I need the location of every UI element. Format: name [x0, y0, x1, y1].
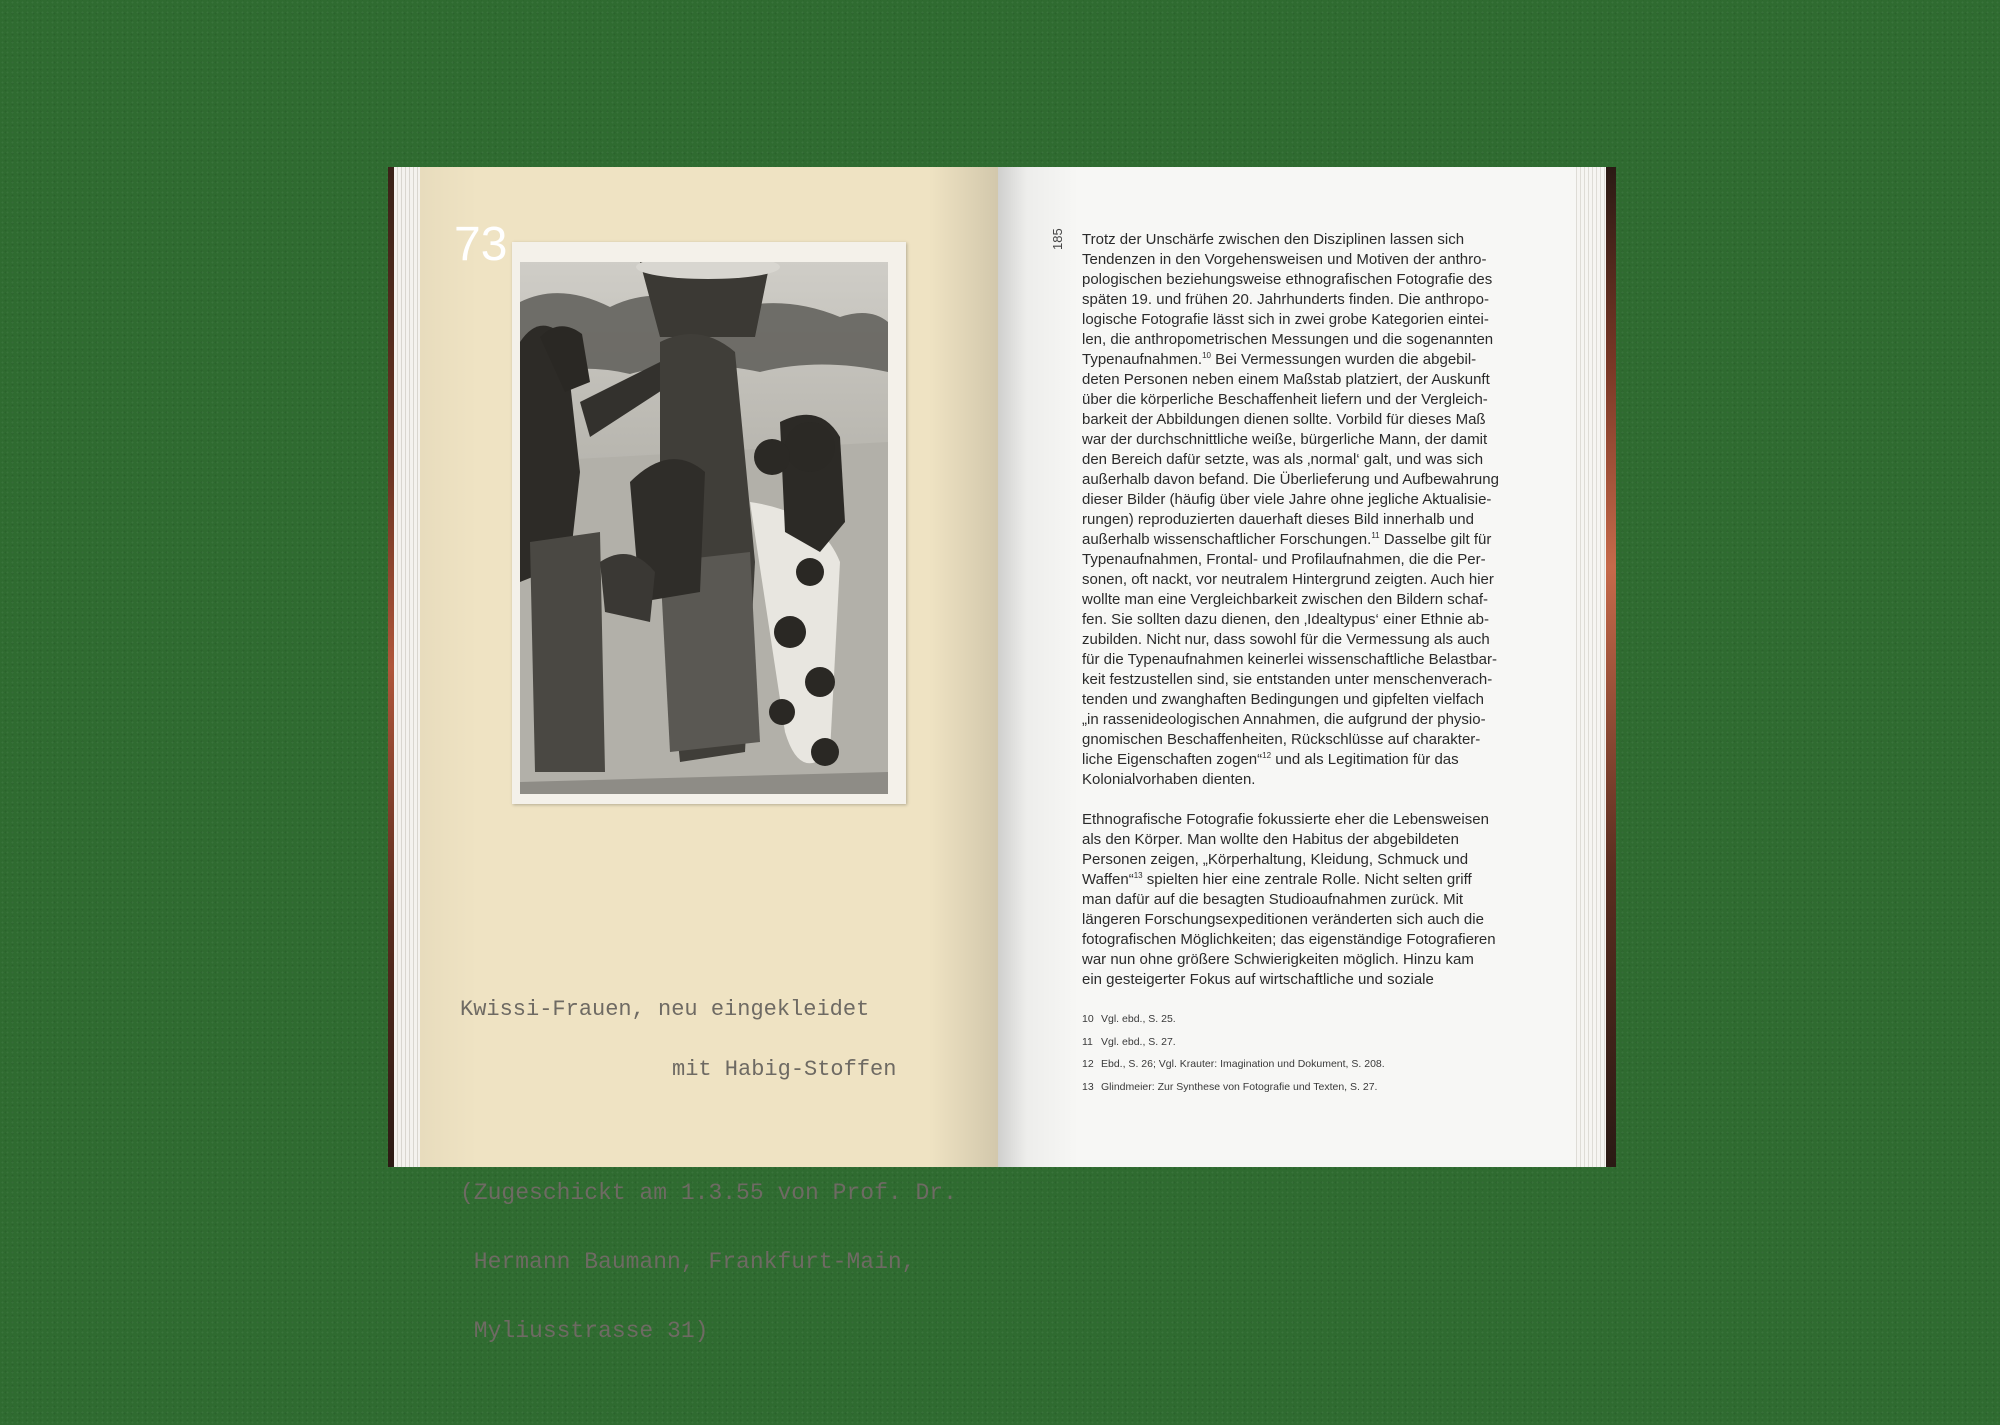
- footnote-text: Ebd., S. 26; Vgl. Krauter: Imagination und Dokument, S. 208.: [1101, 1058, 1385, 1070]
- footnote-text: Vgl. ebd., S. 25.: [1101, 1013, 1176, 1025]
- text-line: Waffen“$^{13}$ spielten hier eine zentrale Rolle. Nicht selten griff: [1082, 871, 1472, 888]
- text-line: tenden und zwanghaften Bedingungen und gipfelten vielfach: [1082, 691, 1484, 708]
- left-page: [420, 167, 998, 1344]
- footnote-number: 10: [1082, 1013, 1094, 1025]
- text-line: fotografischen Möglichkeiten; das eigenständige Fotografieren: [1082, 931, 1496, 948]
- footnote: [1082, 1013, 1542, 1036]
- archival-photograph: [520, 262, 888, 794]
- text-line: barkeit der Abbildungen dienen sollte. Vorbild für dieses Maß: [1082, 411, 1486, 428]
- text-line: außerhalb wissenschaftlicher Forschungen.$^{11}$ Dasselbe gilt für: [1082, 531, 1492, 548]
- photo-mount: [512, 242, 906, 804]
- text-line: Typenaufnahmen, Frontal- und Profilaufnahmen, die die Per-: [1082, 551, 1486, 568]
- text-line: den Bereich dafür setzte, was als ‚normal‘ galt, und was sich: [1082, 451, 1484, 468]
- page-number: 185: [1050, 228, 1065, 250]
- text-line: liche Eigenschaften zogen“$^{12}$ und als Legitimation für das: [1082, 751, 1459, 768]
- book-cover-right-edge: [1606, 167, 1616, 1167]
- text-line: fen. Sie sollten dazu dienen, den ‚Idealtypus‘ einer Ethnie ab-: [1082, 611, 1489, 628]
- footnote: [1082, 1081, 1542, 1104]
- text-line: Typenaufnahmen.$^{10}$ Bei Vermessungen wurden die abgebil-: [1082, 351, 1477, 368]
- footnote: [1082, 1058, 1542, 1081]
- text-line: Trotz der Unschärfe zwischen den Disziplinen lassen sich: [1082, 231, 1465, 248]
- caption-line-2: mit Habig-Stoffen: [672, 1057, 897, 1082]
- body-text: [1082, 230, 1532, 990]
- footnote-text: Vgl. ebd., S. 27.: [1101, 1035, 1176, 1048]
- open-book: [388, 167, 1616, 1344]
- footnote-marker: 12: [1262, 751, 1272, 760]
- typewritten-caption: [460, 962, 957, 1425]
- caption-note: [460, 1136, 957, 1389]
- footnote-number: 13: [1082, 1080, 1094, 1093]
- text-line: wollte man eine Vergleichbarkeit zwischen den Bildern schaf-: [1082, 591, 1489, 608]
- page-edges-left: [394, 167, 422, 1167]
- text-line: außerhalb davon befand. Die Überlieferung und Aufbewahrung: [1082, 471, 1499, 488]
- footnote-marker: 11: [1371, 531, 1380, 540]
- text-line: ein gesteigerter Fokus auf wirtschaftliche und soziale: [1082, 971, 1434, 988]
- text-line: Personen zeigen, „Körperhaltung, Kleidung, Schmuck und: [1082, 851, 1469, 868]
- footnote: [1082, 1036, 1542, 1059]
- text-line: Kolonialvorhaben dienten.: [1082, 771, 1256, 788]
- paragraph: [1082, 230, 1532, 790]
- text-line: sonen, oft nackt, vor neutralem Hintergrund zeigten. Auch hier: [1082, 571, 1494, 588]
- text-line: längeren Forschungsexpeditionen veränderten sich auch die: [1082, 911, 1484, 928]
- footnote-number: 11: [1082, 1035, 1093, 1048]
- text-line: als den Körper. Man wollte den Habitus der abgebildeten: [1082, 831, 1459, 848]
- caption-line-1: Kwissi-Frauen, neu eingekleidet: [460, 997, 870, 1022]
- footnotes: [1082, 1013, 1542, 1103]
- page-edges-right: [1576, 167, 1606, 1167]
- paragraph: [1082, 810, 1532, 990]
- text-line: rungen) reproduzierten dauerhaft dieses Bild innerhalb und: [1082, 511, 1474, 528]
- caption-note-line: Myliusstrasse 31): [460, 1318, 709, 1344]
- text-line: Tendenzen in den Vorgehensweisen und Motiven der anthro-: [1082, 251, 1487, 268]
- text-line: dieser Bilder (häufig über viele Jahre ohne jegliche Aktualisie-: [1082, 491, 1492, 508]
- text-line: Ethnografische Fotografie fokussierte eher die Lebensweisen: [1082, 811, 1489, 828]
- caption-note-line: (Zugeschickt am 1.3.55 von Prof. Dr.: [460, 1180, 957, 1206]
- text-line: logische Fotografie lässt sich in zwei grobe Kategorien eintei-: [1082, 311, 1489, 328]
- text-line: gnomischen Beschaffenheiten, Rückschlüsse auf charakter-: [1082, 731, 1481, 748]
- text-line: für die Typenaufnahmen keinerlei wissenschaftliche Belastbar-: [1082, 651, 1497, 668]
- text-line: war nun ohne größere Schwierigkeiten möglich. Hinzu kam: [1082, 951, 1474, 968]
- footnote-number: 12: [1082, 1058, 1094, 1070]
- text-line: über die körperliche Beschaffenheit liefern und der Vergleich-: [1082, 391, 1488, 408]
- text-line: keit festzustellen sind, sie entstanden unter menschenverach-: [1082, 671, 1493, 688]
- plate-number: 73: [454, 218, 508, 271]
- text-line: zubilden. Nicht nur, dass sowohl für die Vermessung als auch: [1082, 631, 1490, 648]
- text-line: pologischen beziehungsweise ethnografischen Fotografie des: [1082, 271, 1493, 288]
- photograph-illustration: [520, 262, 888, 794]
- right-page: [998, 167, 1576, 1167]
- text-line: „in rassenideologischen Annahmen, die aufgrund der physio-: [1082, 711, 1486, 728]
- text-line: man dafür auf die besagten Studioaufnahmen zurück. Mit: [1082, 891, 1464, 908]
- text-line: war der durchschnittliche weiße, bürgerliche Mann, der damit: [1082, 431, 1488, 448]
- caption-note-line: Hermann Baumann, Frankfurt-Main,: [460, 1249, 916, 1275]
- text-line: len, die anthropometrischen Messungen und die sogenannten: [1082, 331, 1494, 348]
- footnote-text: Glindmeier: Zur Synthese von Fotografie und Texten, S. 27.: [1101, 1080, 1378, 1093]
- text-line: späten 19. und frühen 20. Jahrhunderts finden. Die anthropo-: [1082, 291, 1489, 308]
- footnote-marker: 10: [1202, 351, 1211, 360]
- text-line: deten Personen neben einem Maßstab platziert, der Auskunft: [1082, 371, 1490, 388]
- footnote-marker: 13: [1133, 871, 1143, 880]
